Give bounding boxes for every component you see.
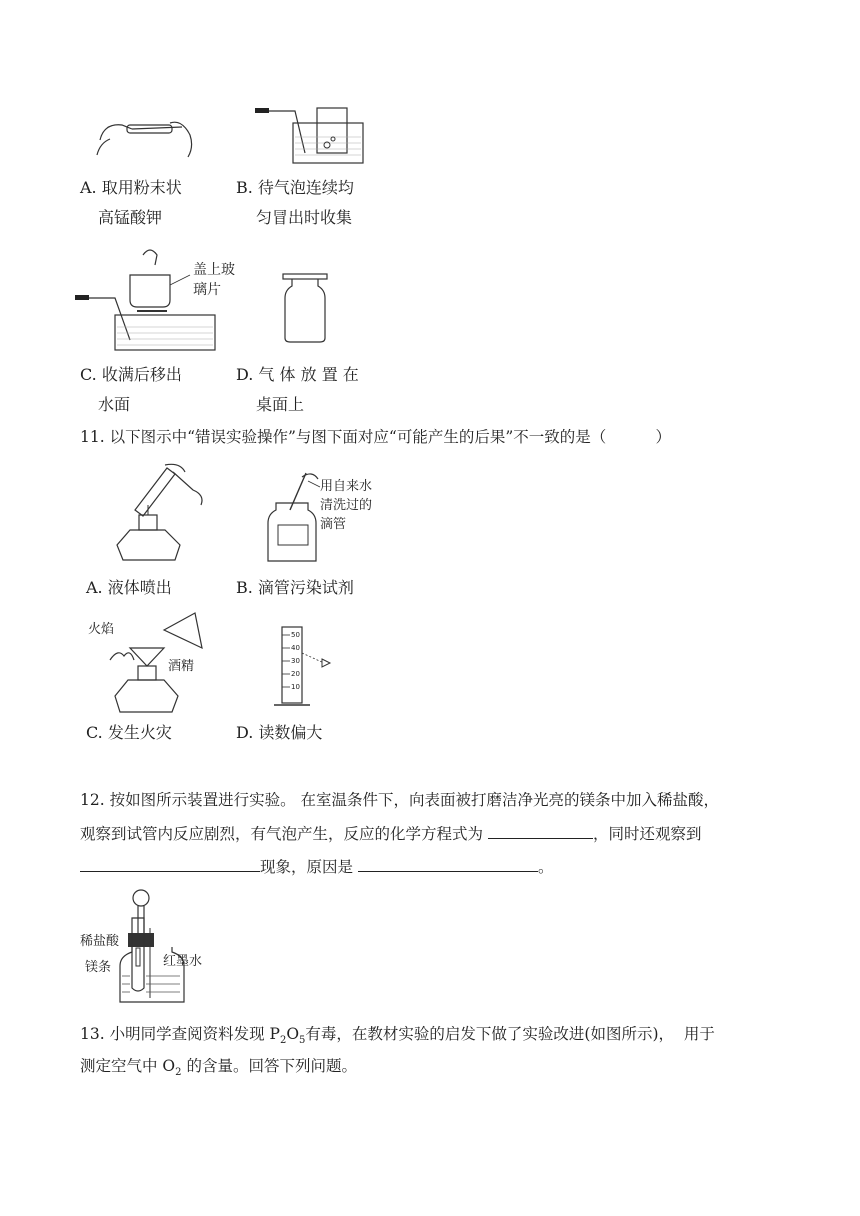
- q10-option-c-line1: C. 收满后移出: [80, 365, 182, 384]
- figure-d-bottle: [282, 272, 328, 344]
- figure-11b-label-3: 滴管: [320, 517, 347, 532]
- q12-line1: 12. 按如图所示装置进行实验。 在室温条件下，向表面被打磨洁净光亮的镁条中加入稀盐酸，: [80, 791, 720, 809]
- figure-11a-heating: [105, 460, 215, 565]
- figure-c-label: 盖上玻 璃片: [193, 262, 235, 298]
- figure-11c-label-flame: 火焰: [88, 622, 115, 637]
- figure-12-label-ink: 红墨水: [163, 954, 203, 969]
- tick-50: 50: [291, 631, 300, 639]
- answer-blank-phenomenon[interactable]: [80, 855, 260, 872]
- q11-stem: 11. 以下图示中“错误实验操作”与图下面对应“可能产生的后果”不一致的是（ ）: [80, 428, 672, 446]
- q11-option-a: A. 液体喷出: [86, 578, 172, 597]
- figure-12-label-mg: 镁条: [85, 960, 112, 975]
- figure-11c-label-alcohol: 酒精: [168, 659, 195, 674]
- q10-option-b-line2: 匀冒出时收集: [256, 208, 353, 227]
- q11-option-c: C. 发生火灾: [86, 723, 172, 742]
- figure-b-collect: [255, 103, 370, 168]
- q10-option-d-line2: 桌面上: [256, 395, 305, 414]
- figure-12-label-acid: 稀盐酸: [80, 934, 120, 949]
- q11-option-d: D. 读数偏大: [236, 723, 323, 742]
- figure-11b-label-1: 用自来水: [320, 479, 373, 494]
- q10-option-a-line2: 高锰酸钾: [98, 208, 163, 227]
- answer-blank-equation[interactable]: [488, 822, 593, 839]
- q13-line1: 13. 小明同学查阅资料发现 $P_2O_5$有毒，在教材实验的启发下做了实验改进(如图所示)， 用于: [80, 1025, 715, 1047]
- answer-blank-reason[interactable]: [358, 855, 538, 872]
- q10-option-a-line1: A. 取用粉末状: [80, 178, 182, 197]
- q12-line2: 观察到试管内反应剧烈，有气泡产生，反应的化学方程式为 ，同时还观察到: [80, 822, 701, 844]
- q13-line2: 测定空气中 $O_2$ 的含量。回答下列问题。: [80, 1057, 357, 1079]
- tick-40: 40: [291, 644, 300, 652]
- figure-11b-label-2: 清洗过的: [320, 498, 373, 513]
- q10-option-c-line2: 水面: [98, 395, 131, 414]
- tick-10: 10: [291, 683, 300, 691]
- q10-option-b-line1: B. 待气泡连续均: [236, 178, 354, 197]
- tick-30: 30: [291, 657, 300, 665]
- q11-option-b: B. 滴管污染试剂: [236, 578, 354, 597]
- tick-20: 20: [291, 670, 300, 678]
- figure-a-powder: [92, 105, 202, 170]
- figure-11b-dropper: [262, 465, 322, 565]
- q10-option-d-line1: D. 气 体 放 置 在: [236, 365, 359, 384]
- q12-line3: 现象，原因是 。: [80, 855, 553, 877]
- figure-11d-cylinder: [272, 625, 342, 710]
